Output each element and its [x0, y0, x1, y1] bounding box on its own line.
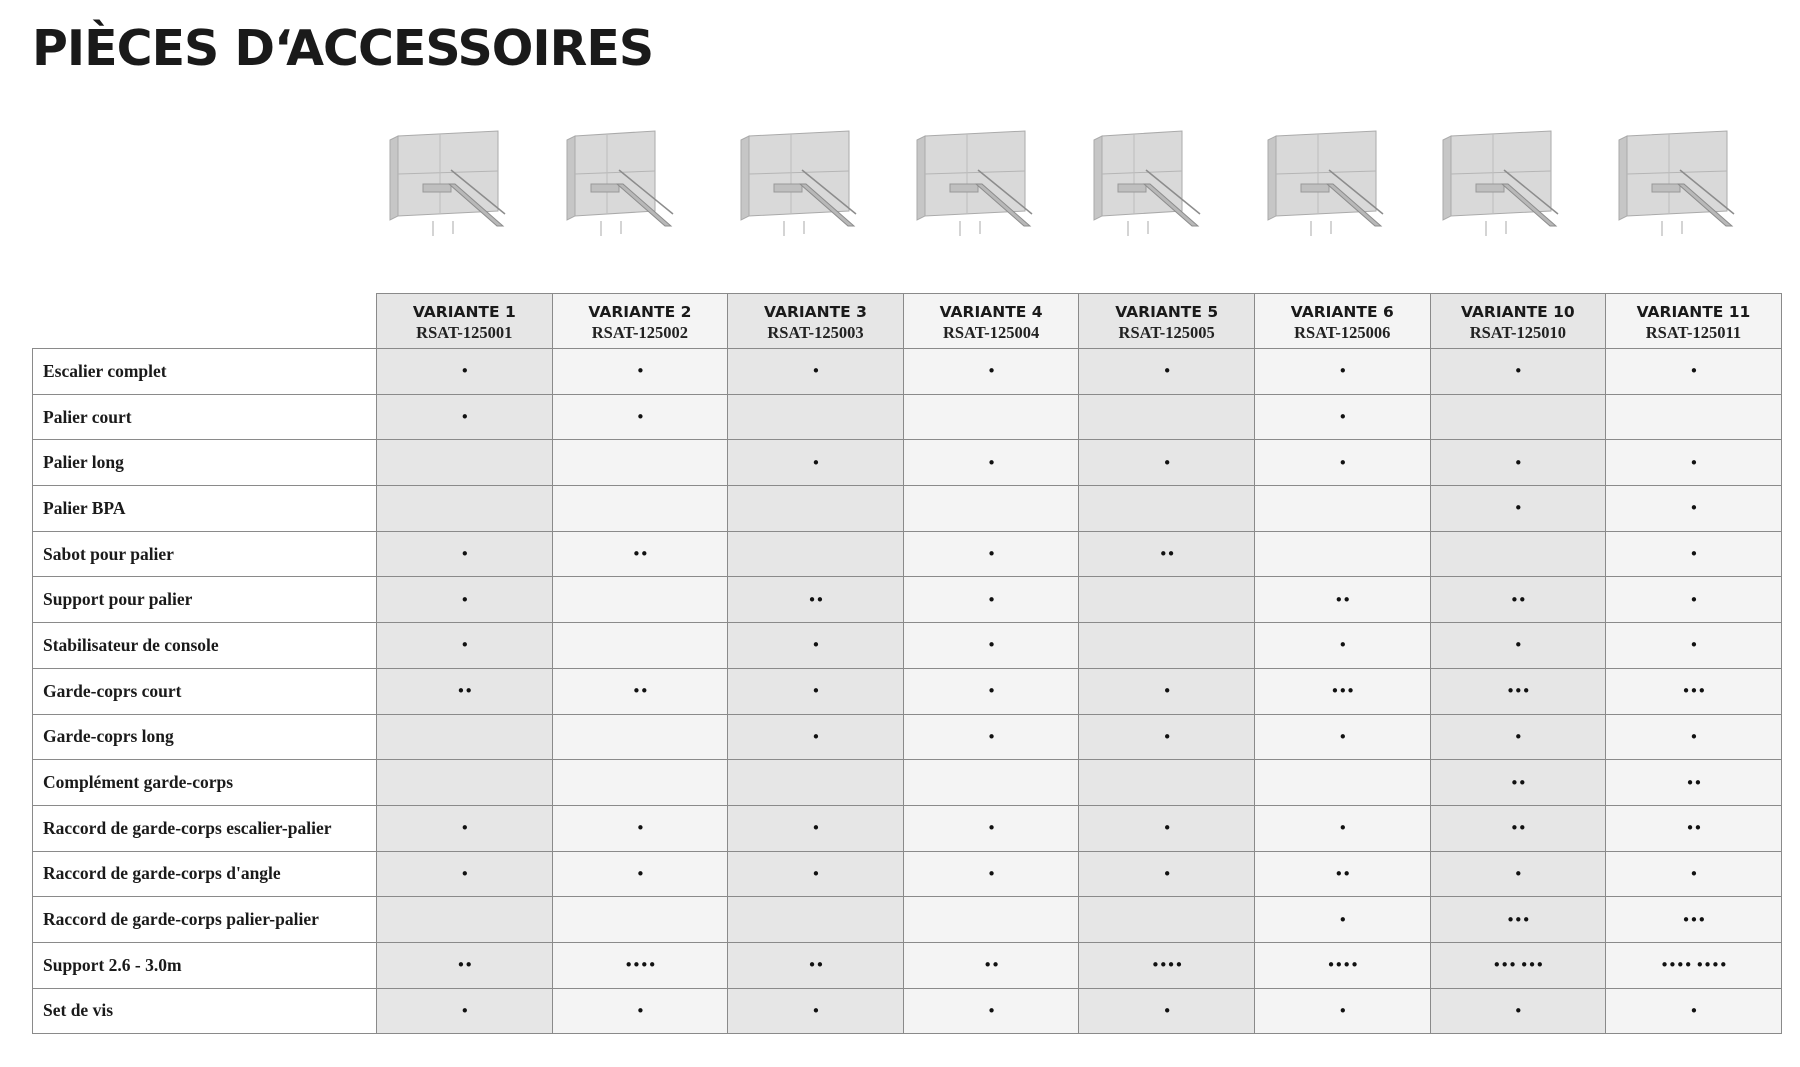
quantity-cell: ••	[552, 531, 728, 577]
quantity-cell: ••	[1430, 760, 1606, 806]
variant-illustration-7	[1430, 118, 1606, 263]
variant-illustration-8	[1605, 118, 1781, 263]
quantity-cell: ••	[1606, 760, 1782, 806]
quantity-cell	[552, 897, 728, 943]
quantity-cell: •••• ••••	[1606, 942, 1782, 988]
variant-name: VARIANTE 11	[1636, 303, 1751, 321]
variant-code: RSAT-125004	[942, 323, 1040, 342]
quantity-cell	[552, 714, 728, 760]
row-label: Set de vis	[33, 988, 377, 1034]
table-row	[33, 988, 1782, 1034]
row-label: Garde-coprs court	[33, 668, 377, 714]
variant-header-6	[1254, 294, 1430, 349]
quantity-cell: ••• •••	[1430, 942, 1606, 988]
quantity-cell	[377, 486, 553, 532]
quantity-cell: ••	[1079, 531, 1255, 577]
quantity-cell: •	[552, 988, 728, 1034]
variant-illustrations	[376, 118, 1781, 263]
quantity-cell: •	[728, 623, 904, 669]
quantity-cell: •••	[1430, 897, 1606, 943]
row-label: Garde-coprs long	[33, 714, 377, 760]
quantity-cell: •	[552, 349, 728, 395]
quantity-cell	[903, 394, 1079, 440]
quantity-cell: •	[1430, 349, 1606, 395]
quantity-cell: •	[1606, 440, 1782, 486]
quantity-cell: •	[1254, 805, 1430, 851]
quantity-cell: ••	[377, 942, 553, 988]
stair-icon	[384, 126, 544, 256]
quantity-cell: •	[1079, 440, 1255, 486]
quantity-cell	[377, 760, 553, 806]
stair-icon	[1086, 126, 1246, 256]
quantity-cell: ••	[728, 942, 904, 988]
quantity-cell: •	[1430, 440, 1606, 486]
variant-illustration-2	[552, 118, 728, 263]
variant-header-7	[1430, 294, 1606, 349]
variant-code: RSAT-125001	[416, 323, 513, 342]
row-label: Complément garde-corps	[33, 760, 377, 806]
quantity-cell	[728, 760, 904, 806]
variant-code: RSAT-125010	[1469, 323, 1566, 342]
header-corner	[33, 294, 377, 349]
quantity-cell	[377, 714, 553, 760]
quantity-cell: •	[1606, 988, 1782, 1034]
quantity-cell: •	[377, 349, 553, 395]
quantity-cell: •	[1430, 851, 1606, 897]
variant-illustration-3	[727, 118, 903, 263]
table-row	[33, 805, 1782, 851]
quantity-cell: ••	[903, 942, 1079, 988]
quantity-cell	[552, 577, 728, 623]
variant-code: RSAT-125003	[767, 323, 864, 342]
quantity-cell	[728, 486, 904, 532]
quantity-cell: •	[1254, 394, 1430, 440]
quantity-cell: •	[1079, 668, 1255, 714]
row-label: Raccord de garde-corps escalier-palier	[33, 805, 377, 851]
quantity-cell: •	[1079, 714, 1255, 760]
quantity-cell: ••	[1254, 577, 1430, 623]
row-label: Raccord de garde-corps palier-palier	[33, 897, 377, 943]
quantity-cell	[1254, 531, 1430, 577]
quantity-cell: •	[1606, 851, 1782, 897]
variant-header-2	[552, 294, 728, 349]
quantity-cell: •	[728, 988, 904, 1034]
table-row	[33, 623, 1782, 669]
variant-code: RSAT-125005	[1118, 323, 1215, 342]
quantity-cell	[1079, 623, 1255, 669]
quantity-cell: ••••	[1079, 942, 1255, 988]
variant-code: RSAT-125002	[591, 323, 689, 342]
quantity-cell: •	[728, 805, 904, 851]
row-label: Support 2.6 - 3.0m	[33, 942, 377, 988]
quantity-cell: ••	[1430, 805, 1606, 851]
quantity-cell: •	[728, 349, 904, 395]
quantity-cell: ••	[1254, 851, 1430, 897]
page-title: PIÈCES D‘ACCESSOIRES	[32, 20, 654, 77]
quantity-cell	[552, 486, 728, 532]
quantity-cell: •	[1254, 714, 1430, 760]
variant-header-4	[903, 294, 1079, 349]
variant-illustration-1	[376, 118, 552, 263]
quantity-cell: •	[903, 851, 1079, 897]
quantity-cell	[903, 760, 1079, 806]
quantity-cell: •	[1430, 486, 1606, 532]
stair-icon	[1437, 126, 1597, 256]
quantity-cell	[1254, 760, 1430, 806]
quantity-cell	[552, 623, 728, 669]
row-label: Palier BPA	[33, 486, 377, 532]
quantity-cell: ••••	[552, 942, 728, 988]
table-row	[33, 942, 1782, 988]
quantity-cell	[1606, 394, 1782, 440]
variant-name: VARIANTE 10	[1460, 303, 1575, 321]
row-label: Palier long	[33, 440, 377, 486]
row-label: Support pour palier	[33, 577, 377, 623]
quantity-cell: •	[1606, 531, 1782, 577]
quantity-cell: •	[1079, 805, 1255, 851]
quantity-cell	[1430, 394, 1606, 440]
table-row	[33, 531, 1782, 577]
quantity-cell	[1254, 486, 1430, 532]
variant-name: VARIANTE 4	[939, 303, 1043, 321]
quantity-cell: ••	[1430, 577, 1606, 623]
quantity-cell	[728, 394, 904, 440]
quantity-cell	[1079, 394, 1255, 440]
variant-header-3	[728, 294, 904, 349]
quantity-cell	[1079, 760, 1255, 806]
table-row	[33, 349, 1782, 395]
row-label: Escalier complet	[33, 349, 377, 395]
variant-header-8	[1606, 294, 1782, 349]
variant-name: VARIANTE 5	[1115, 303, 1219, 321]
row-label: Raccord de garde-corps d'angle	[33, 851, 377, 897]
quantity-cell: •	[1254, 440, 1430, 486]
quantity-cell: •	[1254, 623, 1430, 669]
table-row	[33, 714, 1782, 760]
quantity-cell: •	[1079, 851, 1255, 897]
row-label: Stabilisateur de console	[33, 623, 377, 669]
quantity-cell	[728, 531, 904, 577]
quantity-cell: •••	[1606, 897, 1782, 943]
quantity-cell	[377, 897, 553, 943]
quantity-cell: •	[377, 394, 553, 440]
quantity-cell: •	[1079, 349, 1255, 395]
table-header-row	[33, 294, 1782, 349]
quantity-cell: •	[903, 805, 1079, 851]
quantity-cell: ••	[377, 668, 553, 714]
quantity-cell: •	[1606, 623, 1782, 669]
table-row	[33, 577, 1782, 623]
table-body	[33, 349, 1782, 1034]
quantity-cell	[1430, 531, 1606, 577]
quantity-cell: •	[903, 988, 1079, 1034]
quantity-cell: ••	[1606, 805, 1782, 851]
variant-illustration-4	[903, 118, 1079, 263]
stair-icon	[735, 126, 895, 256]
variant-name: VARIANTE 1	[412, 303, 516, 321]
quantity-cell	[903, 486, 1079, 532]
quantity-cell: •	[377, 988, 553, 1034]
quantity-cell: •	[728, 440, 904, 486]
quantity-cell	[552, 440, 728, 486]
quantity-cell: •	[552, 805, 728, 851]
quantity-cell: •	[903, 349, 1079, 395]
row-label: Sabot pour palier	[33, 531, 377, 577]
quantity-cell: •	[377, 805, 553, 851]
variant-name: VARIANTE 2	[588, 303, 692, 321]
variant-header-1	[377, 294, 553, 349]
quantity-cell	[1079, 897, 1255, 943]
stair-icon	[911, 126, 1071, 256]
table-row	[33, 440, 1782, 486]
quantity-cell	[552, 760, 728, 806]
quantity-cell: •	[728, 714, 904, 760]
quantity-cell	[1079, 486, 1255, 532]
variant-illustration-5	[1078, 118, 1254, 263]
variant-name: VARIANTE 6	[1290, 303, 1394, 321]
quantity-cell: •	[377, 577, 553, 623]
quantity-cell: •	[728, 668, 904, 714]
accessories-table	[32, 293, 1782, 1034]
table-row	[33, 851, 1782, 897]
quantity-cell: •	[1254, 897, 1430, 943]
quantity-cell: ••	[728, 577, 904, 623]
quantity-cell: •	[377, 531, 553, 577]
quantity-cell	[377, 440, 553, 486]
table-row	[33, 760, 1782, 806]
quantity-cell: •	[1079, 988, 1255, 1034]
variant-illustration-6	[1254, 118, 1430, 263]
quantity-cell: •	[1606, 577, 1782, 623]
quantity-cell: •	[1430, 988, 1606, 1034]
quantity-cell: •	[903, 714, 1079, 760]
quantity-cell: •	[903, 623, 1079, 669]
row-label: Palier court	[33, 394, 377, 440]
quantity-cell: •	[1254, 988, 1430, 1034]
variant-code: RSAT-125011	[1645, 323, 1742, 342]
quantity-cell	[1079, 577, 1255, 623]
quantity-cell: •	[377, 623, 553, 669]
quantity-cell: •	[552, 394, 728, 440]
quantity-cell: •	[377, 851, 553, 897]
quantity-cell: •••	[1606, 668, 1782, 714]
table-row	[33, 897, 1782, 943]
table-row	[33, 394, 1782, 440]
quantity-cell: •	[903, 577, 1079, 623]
variant-name: VARIANTE 3	[764, 303, 867, 321]
quantity-cell: •	[1606, 714, 1782, 760]
quantity-cell: •	[1430, 714, 1606, 760]
quantity-cell: •	[903, 668, 1079, 714]
quantity-cell: •••	[1254, 668, 1430, 714]
quantity-cell: •	[1606, 486, 1782, 532]
quantity-cell	[903, 897, 1079, 943]
variant-header-5	[1079, 294, 1255, 349]
quantity-cell: •••	[1430, 668, 1606, 714]
quantity-cell: •	[1254, 349, 1430, 395]
variant-code: RSAT-125006	[1294, 323, 1391, 342]
quantity-cell: ••	[552, 668, 728, 714]
stair-icon	[559, 126, 719, 256]
quantity-cell	[728, 897, 904, 943]
quantity-cell: •	[728, 851, 904, 897]
quantity-cell: •	[552, 851, 728, 897]
quantity-cell: •	[903, 531, 1079, 577]
quantity-cell: •	[1606, 349, 1782, 395]
quantity-cell: •	[1430, 623, 1606, 669]
stair-icon	[1262, 126, 1422, 256]
quantity-cell: •	[903, 440, 1079, 486]
stair-icon	[1613, 126, 1773, 256]
quantity-cell: ••••	[1254, 942, 1430, 988]
table-row	[33, 486, 1782, 532]
table-row	[33, 668, 1782, 714]
